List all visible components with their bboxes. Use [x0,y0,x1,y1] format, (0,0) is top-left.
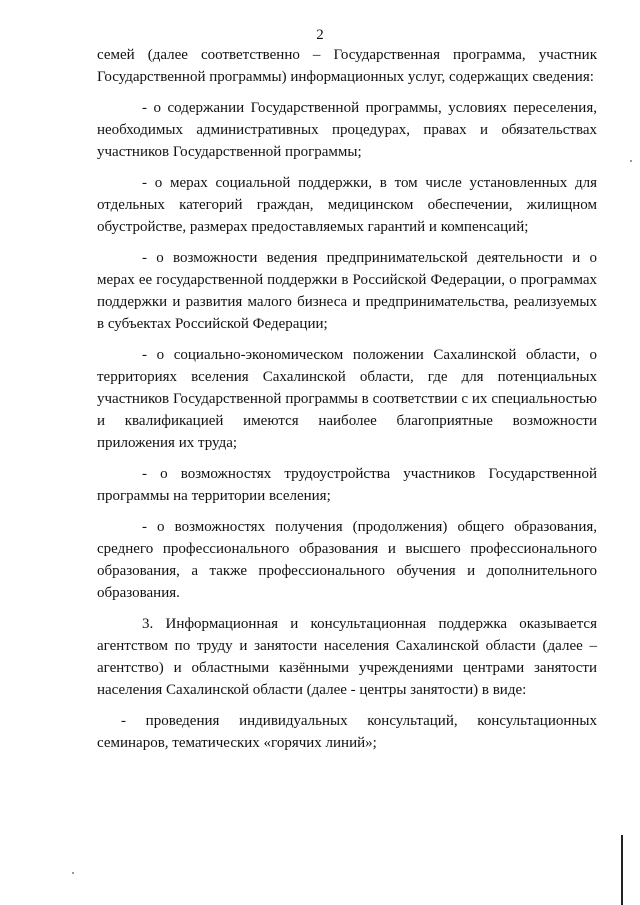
paragraph-business: - о возможности ведения предпринимательской деятельности и о мерах ее государственной поддержки в Российской Федерации, о программах поддержки и развития малого бизнеса и предпринимательства, реализуемых в субъектах Российской Федерации; [97,250,597,332]
paragraph-item-3: 3. Информационная и консультационная поддержка оказывается агентством по труду и занятости населения Сахалинской области (далее – агентство) и областными казёнными учреждениями центрами занятости населения Сахалинской области (далее - центры занятости) в виде: [97,616,597,698]
document-body [97,44,597,763]
paragraph-consultations: - проведения индивидуальных консультаций, консультационных семинаров, тематических «горячих линий»; [97,713,597,751]
paragraph-education: - о возможностях получения (продолжения) общего образования, среднего профессионального образования и высшего профессионального образования, а также профессионального обучения и дополнительного образования. [97,519,597,601]
paragraph-employment: - о возможностях трудоустройства участников Государственной программы на территории вселения; [97,466,597,504]
scan-artifact-dot [72,872,74,874]
page-number: 2 [316,27,324,43]
paragraph-program-content: - о содержании Государственной программы, условиях переселения, необходимых административных процедурах, правах и обязательствах участников Государственной программы; [97,100,597,160]
paragraph-socio-economic: - о социально-экономическом положении Сахалинской области, о территориях вселения Сахалинской области, где для потенциальных участников Государственной программы в соответствии с их специальностью и квалификацией имеются наиболее благоприятные возможности приложения их труда; [97,347,597,451]
paragraph-social-support: - о мерах социальной поддержки, в том числе установленных для отдельных категорий граждан, медицинском обеспечении, жилищном обустройстве, размерах предоставляемых гарантий и компенсаций; [97,175,597,235]
scan-artifact-line [621,835,623,905]
scan-artifact-dot [630,160,632,162]
paragraph-continuation: семей (далее соответственно – Государственная программа, участник Государственной программы) информационных услуг, содержащих сведения: [97,47,597,85]
